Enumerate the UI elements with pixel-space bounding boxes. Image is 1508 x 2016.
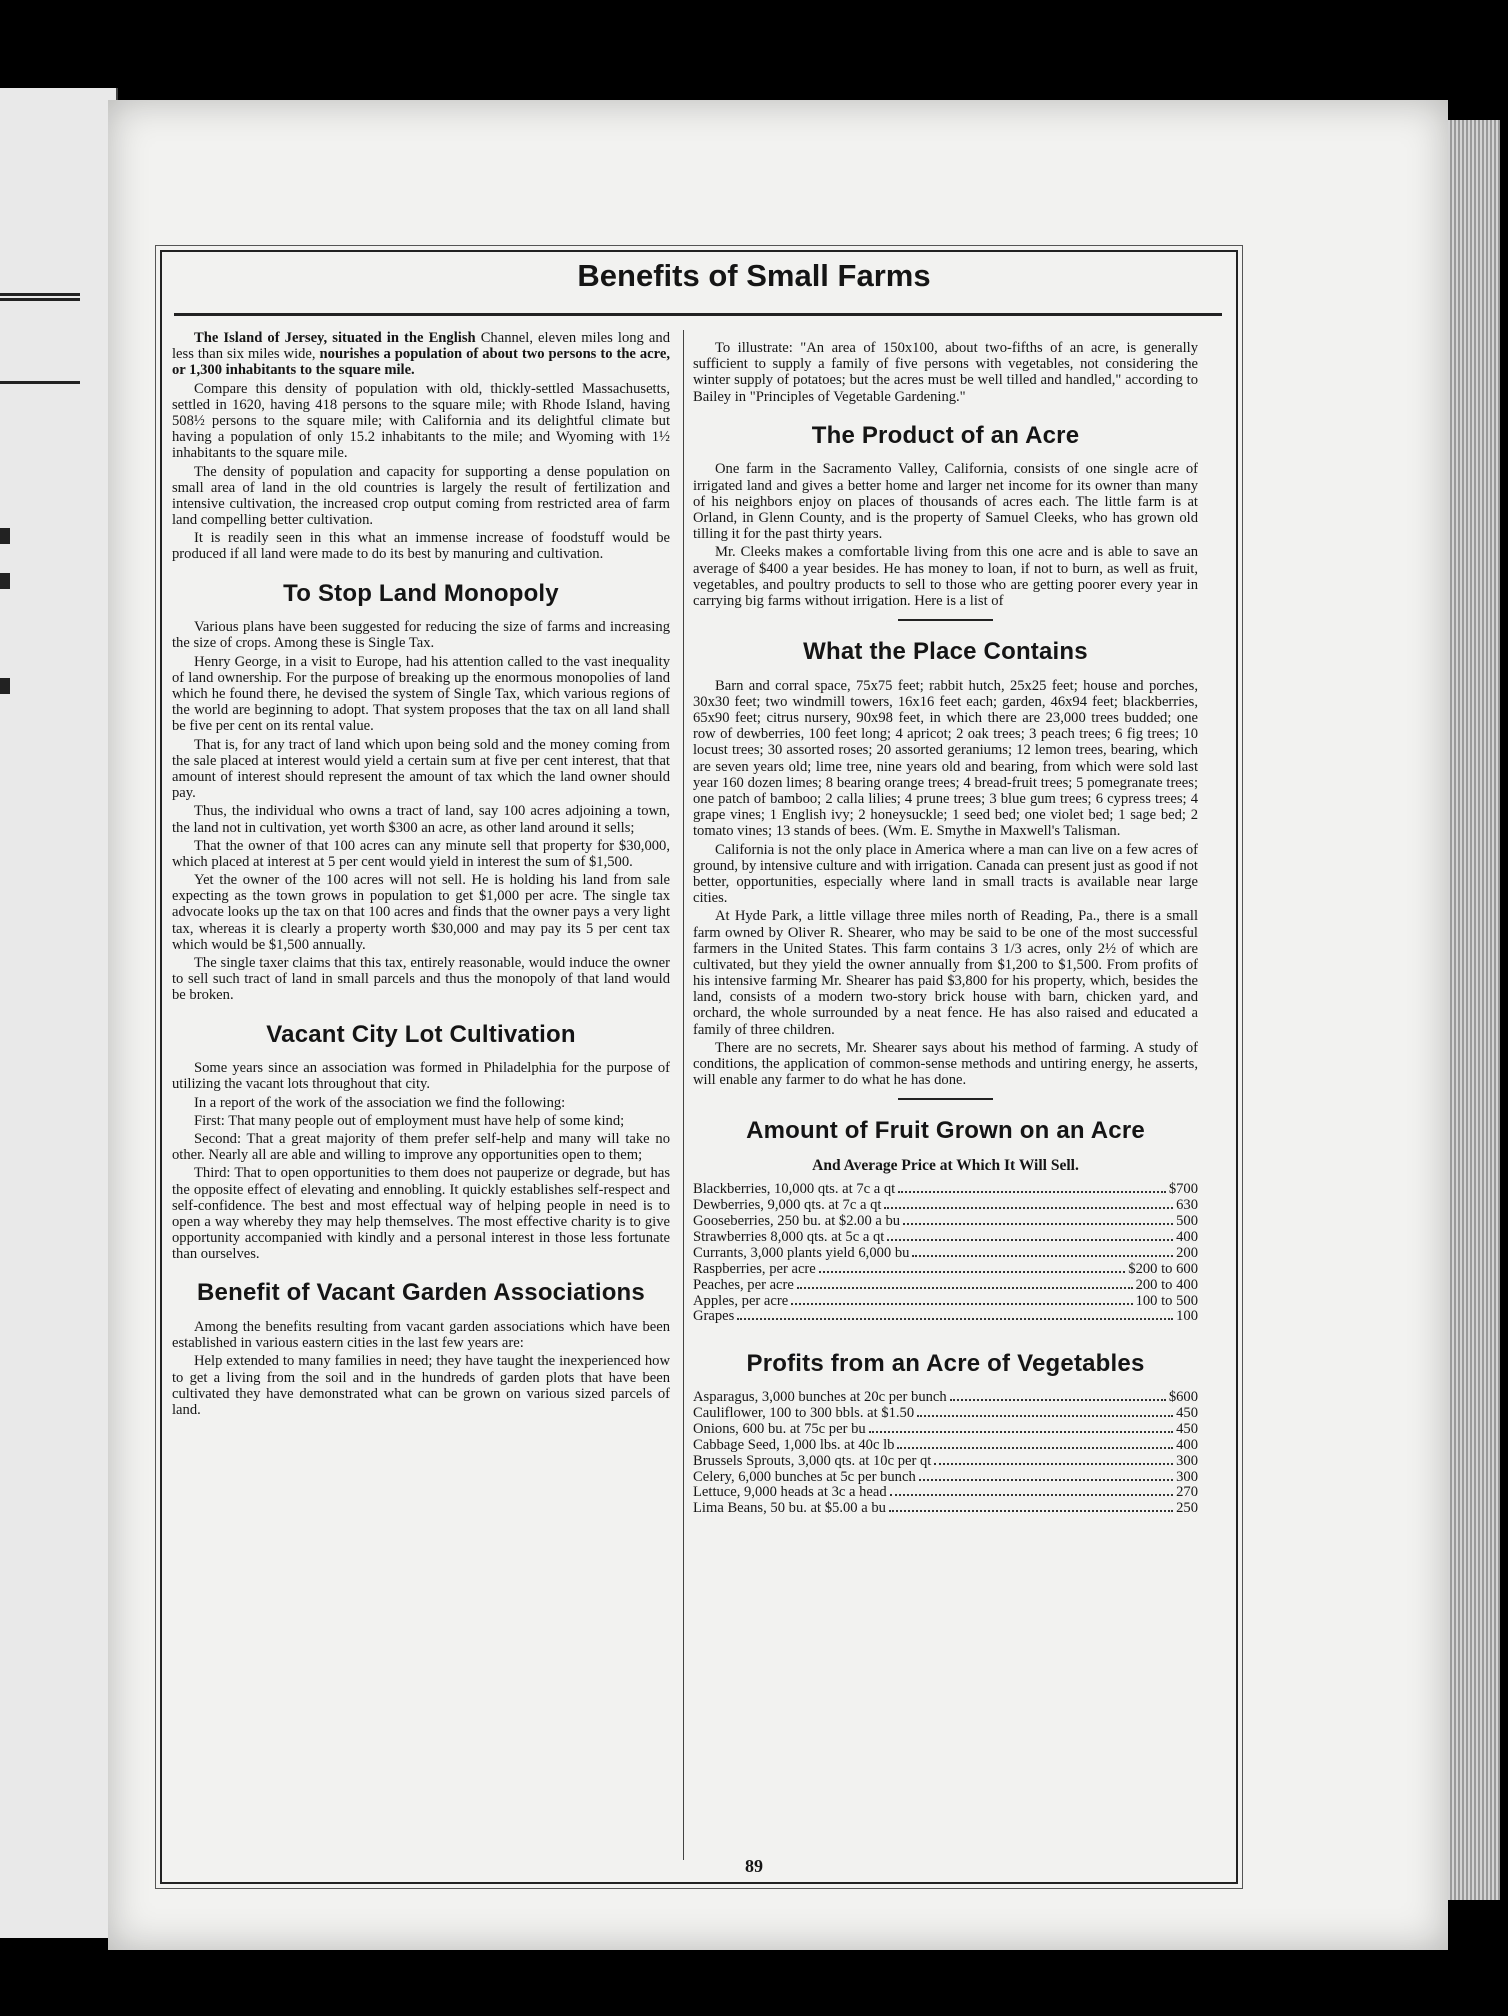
title-rule xyxy=(174,313,1222,316)
monopoly-paragraph: Yet the owner of the 100 acres will not sell. He is holding his land from sale expecting as the town grows in population to get $1,000 per acre. The single tax advocate looks up the tax on that 100 acres and finds that the owner pays a very light tax, whereas it is clearly a property worth $30,000 and may pay its 5 per cent tax which would be $1,500 annually. xyxy=(172,872,670,953)
monopoly-paragraph: Various plans have been suggested for reducing the size of farms and increasing the size of crops. Among these is Single Tax. xyxy=(172,619,670,652)
section-rule xyxy=(898,1098,993,1100)
price-row: Onions, 600 bu. at 75c per bu 450 xyxy=(693,1420,1198,1437)
monopoly-paragraph: Henry George, in a visit to Europe, had his attention called to the vast inequality of land ownership. For the purpose of breaking up the enormous monopolies of land which he found there, he devised the system of Single Tax, which various regions of the world are beginning to adopt. That system proposes that the tax on all land shall be five per cent on its rental value. xyxy=(172,653,670,735)
price-row: Lima Beans, 50 bu. at $5.00 a bu 250 xyxy=(693,1500,1198,1517)
section-rule xyxy=(898,619,993,621)
monopoly-paragraph: That the owner of that 100 acres can any minute sell that property for $30,000, which placed at interest at 5 per cent would yield in interest the sum of $1,500. xyxy=(172,837,670,870)
price-row: Peaches, per acre 200 to 400 xyxy=(693,1276,1198,1293)
section-heading-garden-associations: Benefit of Vacant Garden Associations xyxy=(197,1279,645,1307)
facing-page-edge xyxy=(0,88,118,1938)
monopoly-paragraph: That is, for any tract of land which upon being sold and the money coming from the sale placed at interest would yield a certain sum at five per cent interest, that that amount of interest should represent the amount of tax which the land owner should pay. xyxy=(172,736,670,802)
section-heading-product-of-acre: The Product of an Acre xyxy=(811,421,1080,449)
vacant-lot-paragraph: In a report of the work of the association we find the following: xyxy=(194,1094,566,1111)
vacant-lot-paragraph: Second: That a great majority of them prefer self-help and many will take no other. Nearly all are able and willing to improve any opportunities open to them; xyxy=(172,1130,670,1164)
monopoly-paragraph: Thus, the individual who owns a tract of land, say 100 acres adjoining a town, the land not in cultivation, yet worth $300 an acre, as other land around it sells; xyxy=(172,803,670,836)
column-divider xyxy=(683,330,684,1860)
price-row: Brussels Sprouts, 3,000 qts. at 10c per qt 300 xyxy=(693,1452,1198,1469)
book-page-edges xyxy=(1440,120,1500,1900)
place-paragraph: There are no secrets, Mr. Shearer says about his method of farming. A study of conditions, the application of common-sense methods and untiring energy, he asserts, will enable any farmer to do what he has done. xyxy=(693,1039,1198,1089)
vacant-lot-paragraph: First: That many people out of employment must have help of some kind; xyxy=(194,1112,625,1129)
section-heading-fruit-amount: Amount of Fruit Grown on an Acre xyxy=(746,1117,1145,1145)
intro-paragraph: The Island of Jersey, situated in the English Channel, eleven miles long and less than six miles wide, nourishes a population of about two persons to the acre, or 1,300 inhabitants to the square mile. xyxy=(172,330,670,379)
facing-page-rule xyxy=(0,381,80,384)
page-title: Benefits of Small Farms xyxy=(577,258,931,293)
price-row: Asparagus, 3,000 bunches at 20c per bunch $600 xyxy=(693,1388,1198,1405)
price-row: Apples, per acre 100 to 500 xyxy=(693,1292,1198,1309)
left-column xyxy=(172,330,670,1420)
vacant-lot-paragraph: Some years since an association was formed in Philadelphia for the purpose of utilizing the vacant lots throughout that city. xyxy=(172,1060,670,1093)
price-row: Cauliflower, 100 to 300 bbls. at $1.50 450 xyxy=(693,1404,1198,1421)
place-paragraph: Barn and corral space, 75x75 feet; rabbit hutch, 25x25 feet; house and porches, 30x30 feet; two windmill towers, 16x16 feet each; garden, 46x94 feet; blackberries, 65x90 feet; citrus nursery, 90x98 feet, in which there are 23,000 trees budded; one row of dewberries, 100 feet long; 4 apricot; 2 oak trees; 3 peach trees; 6 fig trees; 10 locust trees; 30 assorted roses; 20 assorted geraniums; 12 lemon trees, bearing, which are seven years old; lime tree, nine years old and bearing, from which were sold last year 160 dozen limes; 8 bearing orange trees; 4 bread-fruit trees; 5 pomegranate trees; one patch of bamboo; 2 calla lilies; 4 prune trees; 3 blue gum trees; 6 cypress trees; 4 grape vines; 1 English ivy; 2 honeysuckle; 1 seed bed; one violet bed; 1 sage bed; 2 tomato vines; 13 stands of bees. (Wm. E. Smythe in Maxwell's Talisman. xyxy=(693,677,1198,840)
place-paragraph: At Hyde Park, a little village three miles north of Reading, Pa., there is a small farm owned by Oliver R. Shearer, who may be said to be one of the most successful farmers in the United States. This farm contains 3 1/3 acres, only 2½ of which are cultivated, but they yield the owner annually from $1,200 to $1,500. From profits of his intensive farming Mr. Shearer has paid $3,800 for his property, which, besides the land, consists of a modern two-story brick house with barn, chicken yard, and orchard, the whole surrounded by a neat fence. He has also raised and educated a family of three children. xyxy=(693,908,1198,1038)
garden-paragraph: Among the benefits resulting from vacant garden associations which have been established in various eastern cities in the last few years are: xyxy=(172,1319,670,1352)
fruit-subheading: And Average Price at Which It Will Sell. xyxy=(812,1157,1079,1174)
facing-page-mark xyxy=(0,528,10,544)
illustrate-paragraph: To illustrate: "An area of 150x100, about two-fifths of an acre, is generally sufficient to supply a family of five persons with vegetables, not considering the winter supply of potatoes; but the acres must be well tilled and handled," according to Bailey in "Principles of Vegetable Gardening." xyxy=(693,340,1198,405)
right-column xyxy=(693,340,1198,1517)
intro-paragraph: The density of population and capacity for supporting a dense population on small area of land in the old countries is largely the result of fertilization and intensive cultivation, the increased crop output coming from restricted area of farm land compelling better cultivation. xyxy=(172,463,670,529)
intro-lead: The Island of Jersey, situated in the English xyxy=(194,330,476,346)
price-row: Gooseberries, 250 bu. at $2.00 a bu 500 xyxy=(693,1213,1198,1230)
section-heading-vegetable-profits: Profits from an Acre of Vegetables xyxy=(746,1350,1145,1378)
price-row: Currants, 3,000 plants yield 6,000 bu 200 xyxy=(693,1244,1198,1261)
price-row: Raspberries, per acre $200 to 600 xyxy=(693,1260,1198,1277)
section-heading-land-monopoly: To Stop Land Monopoly xyxy=(283,579,559,607)
price-row: Lettuce, 9,000 heads at 3c a head 270 xyxy=(693,1484,1198,1501)
intro-paragraph: It is readily seen in this what an immense increase of foodstuff would be produced if all land were made to do its best by manuring and cultivation. xyxy=(172,530,670,563)
intro-paragraph: Compare this density of population with old, thickly-settled Massachusetts, settled in 1620, having 418 persons to the square mile; with Rhode Island, having 508½ persons to the square mile; with California and its delightful climate but having a population of only 15.2 inhabitants to the mile; and Wyoming with 1½ inhabitants to the square mile. xyxy=(172,380,670,462)
fruit-price-list xyxy=(693,1182,1198,1325)
price-row: Blackberries, 10,000 qts. at 7c a qt $700 xyxy=(693,1181,1198,1198)
section-heading-place-contains: What the Place Contains xyxy=(803,638,1088,666)
vegetable-price-list xyxy=(693,1390,1198,1517)
place-paragraph: California is not the only place in America where a man can live on a few acres of ground, by intensive culture and with irrigation. Canada can present just as good if not better, opportunities, especially where land in small tracts is available near large cities. xyxy=(693,841,1198,907)
garden-paragraph: Help extended to many families in need; they have taught the inexperienced how to get a living from the soil and in the hundreds of garden plots that have been cultivated they have demonstrated what can be grown on various sized parcels of land. xyxy=(172,1353,670,1418)
price-row: Dewberries, 9,000 qts. at 7c a qt 630 xyxy=(693,1197,1198,1214)
monopoly-paragraph: The single taxer claims that this tax, entirely reasonable, would induce the owner to sell such tract of land in small parcels and thus the monopoly of that land would be broken. xyxy=(172,955,670,1004)
price-row: Cabbage Seed, 1,000 lbs. at 40c lb 400 xyxy=(693,1436,1198,1453)
vacant-lot-paragraph: Third: That to open opportunities to them does not pauperize or degrade, but has the opposite effect of elevating and ennobling. It quickly establishes self-respect and self-confidence. The best and most effectual way of helping people in need is to open a way whereby they may help themselves. The most effective charity is to give opportunity accompanied with kindly and a personal interest in those less fortunate than ourselves. xyxy=(172,1165,670,1263)
product-paragraph: Mr. Cleeks makes a comfortable living from this one acre and is able to save an average of $400 a year besides. He has money to loan, if not to burn, as well as fruit, vegetables, and poultry products to sell to those who are getting poorer every year in carrying big farms without irrigation. Here is a list of xyxy=(693,544,1198,609)
page-number: 89 xyxy=(745,1856,763,1876)
facing-page-rule xyxy=(0,298,80,301)
price-row: Grapes 100 xyxy=(693,1308,1198,1325)
facing-page-mark xyxy=(0,573,10,589)
price-row: Celery, 6,000 bunches at 5c per bunch 300 xyxy=(693,1468,1198,1485)
section-heading-vacant-lot: Vacant City Lot Cultivation xyxy=(266,1020,576,1048)
price-row: Strawberries 8,000 qts. at 5c a qt 400 xyxy=(693,1228,1198,1245)
facing-page-mark xyxy=(0,678,10,694)
product-paragraph: One farm in the Sacramento Valley, California, consists of one single acre of irrigated land and gives a better home and larger net income for its owner than many of his neighbors enjoy on places of thousands of acres each. The little farm is at Orland, in Glenn County, and is the property of Samuel Cleeks, who has grown old tilling it for the past thirty years. xyxy=(693,461,1198,543)
